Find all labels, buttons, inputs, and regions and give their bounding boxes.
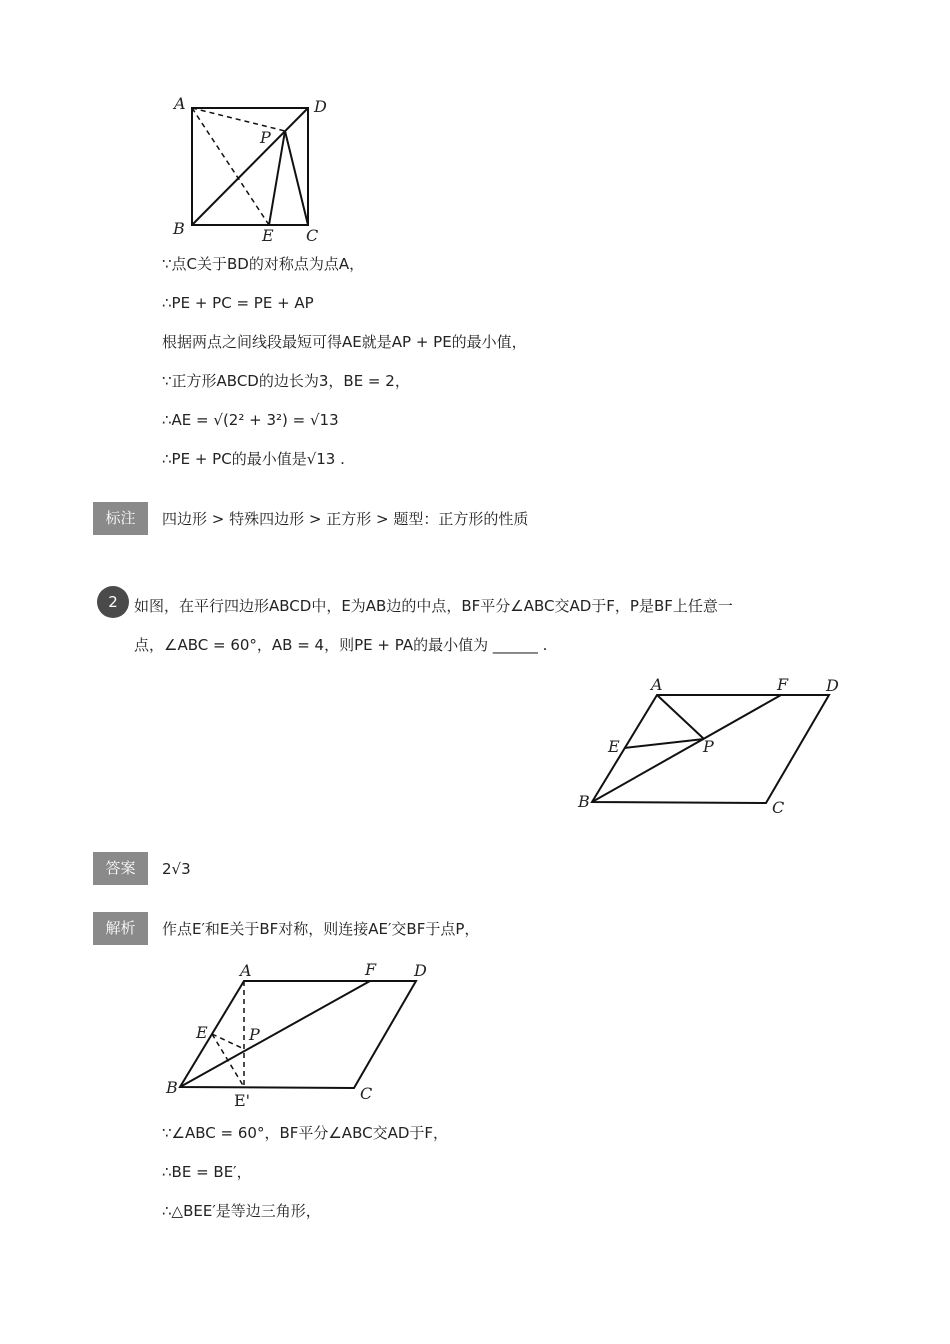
label-e: E bbox=[262, 226, 274, 245]
dashed-ae bbox=[192, 108, 269, 225]
label-p: P bbox=[260, 128, 271, 147]
tag-badge: 标注 bbox=[93, 502, 148, 535]
analysis-badge: 解析 bbox=[93, 912, 148, 945]
parallelogram-abcd bbox=[180, 981, 416, 1088]
label-p: P bbox=[249, 1025, 260, 1044]
label-e-prime: E' bbox=[234, 1091, 251, 1110]
reflection-figure bbox=[160, 958, 440, 1113]
label-a: A bbox=[651, 675, 663, 694]
diagonal-bd bbox=[192, 108, 308, 225]
label-p: P bbox=[703, 737, 714, 756]
segment-bf bbox=[180, 981, 370, 1087]
dashed-ep bbox=[212, 1034, 244, 1049]
label-c: C bbox=[772, 798, 785, 817]
label-a: A bbox=[174, 94, 186, 113]
label-c: C bbox=[360, 1084, 373, 1103]
label-d: D bbox=[826, 676, 839, 695]
solution1-line4: ∵正方形ABCD的边长为3，BE = 2， bbox=[162, 372, 410, 390]
answer-value: 2√3 bbox=[162, 860, 191, 878]
solution1-line2: ∴PE + PC = PE + AP bbox=[162, 294, 314, 312]
question-number-badge: 2 bbox=[97, 586, 129, 618]
dashed-ee-prime bbox=[212, 1034, 244, 1087]
label-e: E bbox=[196, 1023, 208, 1042]
analysis-line2: ∵∠ABC = 60°，BF平分∠ABC交AD于F， bbox=[162, 1124, 449, 1142]
label-d: D bbox=[414, 961, 427, 980]
square-figure bbox=[160, 90, 340, 250]
label-c: C bbox=[306, 226, 319, 245]
solution1-line6: ∴PE + PC的最小值是√13 . bbox=[162, 450, 345, 468]
analysis-line4: ∴△BEE′是等边三角形， bbox=[162, 1202, 321, 1220]
segment-pc bbox=[285, 131, 308, 225]
solution1-line1: ∵点C关于BD的对称点为点A， bbox=[162, 255, 365, 273]
question2-line1: 如图，在平行四边形ABCD中，E为AB边的中点，BF平分∠ABC交AD于F，P是BF上任意一 bbox=[134, 597, 733, 615]
label-b: B bbox=[578, 792, 590, 811]
label-f: F bbox=[365, 960, 377, 979]
label-f: F bbox=[777, 675, 789, 694]
question2-line2: 点，∠ABC = 60°，AB = 4，则PE + PA的最小值为 ______ . bbox=[134, 636, 548, 654]
tag-text: 四边形 > 特殊四边形 > 正方形 > 题型：正方形的性质 bbox=[162, 510, 529, 528]
segment-bf bbox=[592, 695, 781, 802]
label-a: A bbox=[240, 961, 252, 980]
analysis-line1: 作点E′和E关于BF对称，则连接AE′交BF于点P， bbox=[162, 920, 480, 938]
segment-ap bbox=[657, 695, 704, 739]
segment-ep bbox=[624, 739, 704, 748]
analysis-line3: ∴BE = BE′， bbox=[162, 1163, 252, 1181]
label-e: E bbox=[608, 737, 620, 756]
parallelogram-figure bbox=[570, 670, 860, 825]
label-b: B bbox=[166, 1078, 178, 1097]
solution1-line5: ∴AE = √(2² + 3²) = √13 bbox=[162, 411, 339, 429]
label-d: D bbox=[314, 97, 327, 116]
dashed-ap bbox=[192, 108, 285, 131]
answer-badge: 答案 bbox=[93, 852, 148, 885]
solution1-line3: 根据两点之间线段最短可得AE就是AP + PE的最小值， bbox=[162, 333, 527, 351]
label-b: B bbox=[173, 219, 185, 238]
